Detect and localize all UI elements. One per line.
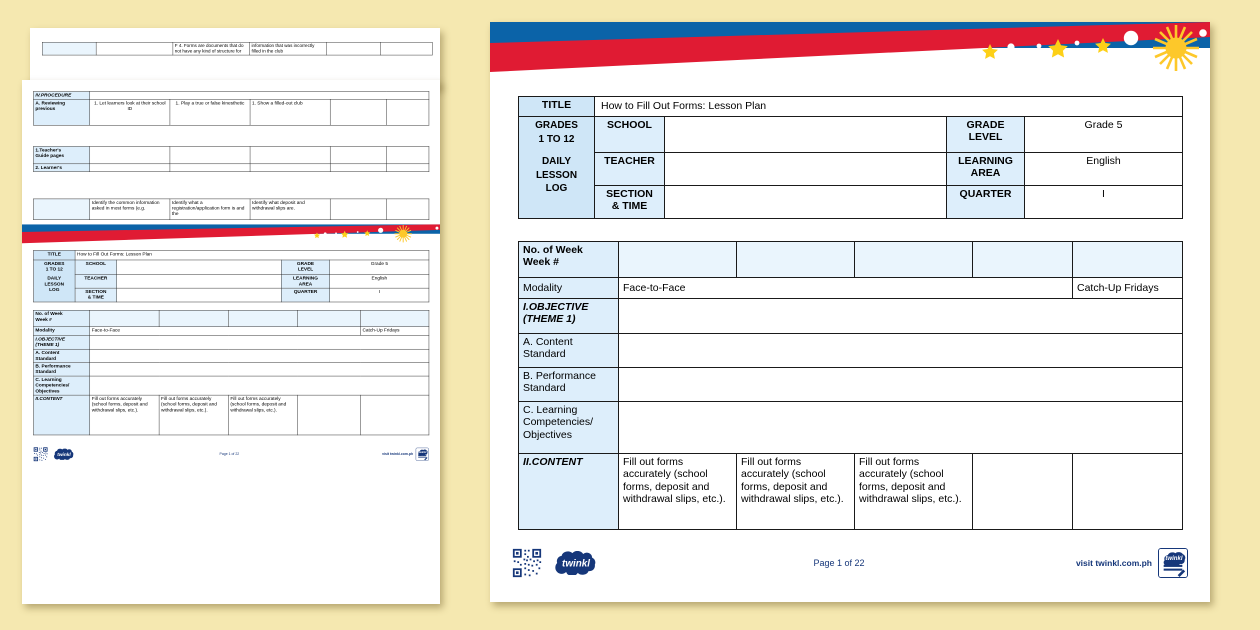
table-row (519, 186, 1183, 219)
label-line: I.OBJECTIVE (523, 301, 589, 313)
cell: 1. Show a filled-out club (250, 99, 330, 125)
cell: information that was incorrectly filled in the club (250, 42, 327, 55)
cell[interactable] (737, 242, 855, 278)
content-label: II.CONTENT (33, 395, 89, 435)
label-line: (THEME 1) (523, 313, 576, 326)
modality-last-value[interactable]: Catch-Up Fridays (361, 327, 429, 336)
visit-link-text[interactable]: visit twinkl.com.ph (1075, 558, 1152, 568)
modality-label: Modality (33, 327, 89, 336)
twinkl-badge-icon[interactable] (416, 448, 429, 461)
daily-lesson-log-label (33, 260, 75, 302)
cell: 1. Let learners look at their school ID (90, 99, 170, 125)
content-standard-label (33, 349, 89, 362)
label-line: LOG (545, 183, 568, 194)
label-line: LESSON (535, 169, 578, 181)
grade-level-label (947, 117, 1025, 153)
cell: Identify what a registration/application form is and the (170, 199, 250, 220)
modality-value[interactable]: Face-to-Face (619, 278, 1073, 299)
cell (96, 42, 173, 55)
table-row (33, 91, 428, 99)
visit-link-text[interactable]: visit twinkl.com.ph (382, 452, 414, 457)
table-row (33, 395, 428, 435)
cell[interactable] (619, 242, 737, 278)
twinkl-logo-icon[interactable] (550, 551, 602, 575)
label-line: LOG (49, 286, 60, 293)
label-line: 1.Teacher's (35, 147, 62, 153)
content-standard-label (519, 334, 619, 368)
label-line: Standard (523, 348, 566, 361)
table-row (33, 327, 428, 336)
cell[interactable]: Fill out forms accurately (school forms, deposit and withdrawal slips, etc.). (619, 454, 737, 530)
twinkl-badge-icon[interactable] (1158, 548, 1188, 578)
section-time-value[interactable] (665, 186, 947, 219)
table-row (519, 334, 1183, 368)
grade-level-value[interactable]: Grade 5 (1025, 117, 1183, 153)
cell: 1. Play a true or false kinesthetic (170, 99, 250, 125)
page-footer (512, 534, 1188, 582)
title-value[interactable]: How to Fill Out Forms: Lesson Plan (595, 97, 1183, 117)
background-page-fragment (30, 28, 440, 88)
cell[interactable]: Fill out forms accurately (school forms, deposit and withdrawal slips, etc.). (159, 395, 228, 435)
cell[interactable] (159, 310, 228, 326)
cell[interactable] (228, 310, 297, 326)
cell (380, 42, 432, 55)
label-line: GRADES (44, 261, 65, 267)
cell (170, 146, 250, 163)
school-value[interactable] (665, 117, 947, 153)
footer-branding (33, 447, 76, 462)
cell[interactable] (973, 242, 1073, 278)
label-line: & TIME (611, 200, 648, 213)
objective-label (519, 299, 619, 334)
title-label: TITLE (33, 250, 75, 260)
school-value[interactable] (117, 260, 282, 275)
quarter-value[interactable]: I (1025, 186, 1183, 219)
cell (170, 164, 250, 172)
label-line: Objectives (35, 388, 60, 394)
cell (387, 99, 429, 125)
cell[interactable] (855, 242, 973, 278)
modality-last-value[interactable]: Catch-Up Fridays (1073, 278, 1183, 299)
table-row (519, 97, 1183, 117)
quarter-label: QUARTER (281, 288, 330, 302)
cell (250, 164, 330, 172)
table-row (33, 363, 428, 376)
page-number: Page 1 of 22 (813, 558, 865, 568)
grade-level-label (281, 260, 330, 275)
identify-table (33, 199, 429, 220)
left-document-page[interactable] (22, 80, 440, 604)
left-header-block (22, 244, 440, 435)
cell[interactable] (973, 454, 1073, 530)
label-line: Competencies/ (35, 382, 70, 388)
lesson-body-table (33, 310, 429, 435)
label-line: LEVEL (297, 266, 314, 272)
footer-branding (512, 548, 602, 578)
label-line: No. of Week (523, 244, 583, 256)
label-line: (THEME 1) (35, 342, 60, 348)
table-row (33, 260, 428, 275)
cell: Identify the common information asked in most forms (e.g. (90, 199, 170, 220)
back-page-top-table (42, 42, 432, 55)
cell[interactable] (90, 335, 429, 349)
label-line: previous (35, 105, 56, 112)
performance-standard-label (519, 368, 619, 402)
label-line: AREA (970, 167, 1001, 180)
label-line: Guide pages (35, 153, 65, 159)
cell (326, 42, 380, 55)
table-row (33, 99, 428, 125)
teacher-value[interactable] (117, 275, 282, 288)
table-row (519, 153, 1183, 186)
cell (90, 146, 170, 163)
cell[interactable]: Fill out forms accurately (school forms, deposit and withdrawal slips, etc.). (90, 395, 159, 435)
cell[interactable] (619, 402, 1183, 454)
label-line: B. Performance (523, 370, 596, 382)
teacher-label: TEACHER (75, 275, 117, 288)
label-line: Standard (523, 382, 566, 395)
cell (330, 99, 386, 125)
quarter-value[interactable]: I (330, 288, 429, 302)
label-line: GRADES (535, 120, 578, 131)
cell: Identify what deposit and withdrawal slips are. (250, 199, 330, 220)
lesson-header-table (33, 250, 429, 302)
learning-competencies-label (33, 376, 89, 395)
learning-area-label (947, 153, 1025, 186)
procedure-heading: IV.PROCEDURE (33, 91, 89, 99)
learning-area-value[interactable]: English (330, 275, 429, 288)
daily-lesson-log-label (519, 117, 595, 219)
page-footer (33, 442, 428, 463)
back-procedure-block (22, 80, 440, 220)
table-row (33, 335, 428, 349)
label-line: Standard (35, 369, 57, 375)
cell[interactable] (1073, 242, 1183, 278)
table-row (519, 117, 1183, 153)
twinkl-wordmark: twinkl (562, 558, 590, 570)
cell[interactable] (619, 368, 1183, 402)
table-row (33, 275, 428, 288)
table-row (519, 368, 1183, 402)
table-row (33, 146, 428, 163)
label-line: LEARNING (293, 275, 318, 281)
learning-area-label (281, 275, 330, 288)
cell[interactable] (90, 376, 429, 395)
table-row (33, 199, 428, 220)
row-label (33, 99, 89, 125)
label-line: Week # (523, 256, 559, 269)
cell[interactable] (1073, 454, 1183, 530)
cell[interactable] (90, 310, 159, 326)
table-row (33, 164, 428, 172)
lesson-header-table (518, 96, 1183, 219)
qr-code-icon[interactable] (33, 447, 48, 462)
twinkl-wordmark: twinkl (57, 452, 71, 458)
page-number: Page 1 of 22 (219, 452, 240, 457)
cell[interactable] (298, 310, 361, 326)
cell (387, 164, 429, 172)
badge-wordmark: twinkl (1165, 556, 1183, 563)
performance-standard-label (33, 363, 89, 376)
label-line: Objectives (523, 428, 573, 441)
objective-label (33, 335, 89, 349)
cell (42, 42, 96, 55)
label-line: C. Learning (523, 404, 578, 416)
table-row (519, 454, 1183, 530)
modality-label: Modality (519, 278, 619, 299)
table-row (519, 402, 1183, 454)
label-line: A. Content (35, 350, 60, 356)
cell[interactable]: Fill out forms accurately (school forms, deposit and withdrawal slips, etc.). (855, 454, 973, 530)
cell[interactable]: Fill out forms accurately (school forms, deposit and withdrawal slips, etc.). (737, 454, 855, 530)
school-label: SCHOOL (595, 117, 665, 153)
content-label: II.CONTENT (519, 454, 619, 530)
quarter-label: QUARTER (947, 186, 1025, 219)
label-line: DAILY (47, 275, 62, 281)
grade-level-value[interactable]: Grade 5 (330, 260, 429, 275)
table-row (33, 250, 428, 260)
main-document-page[interactable] (490, 22, 1210, 602)
table-row (519, 299, 1183, 334)
section-time-label (595, 186, 665, 219)
row-label (33, 146, 89, 163)
modality-value[interactable]: Face-to-Face (90, 327, 361, 336)
section-time-value[interactable] (117, 288, 282, 302)
learning-area-value[interactable]: English (1025, 153, 1183, 186)
teacher-value[interactable] (665, 153, 947, 186)
lesson-body-table (518, 241, 1183, 530)
cell[interactable] (361, 395, 429, 435)
row-label: 2. Learner's (33, 164, 89, 172)
header-block (490, 74, 1210, 530)
procedure-table (33, 91, 429, 125)
banner-graphic (22, 224, 440, 244)
label-line: SECTION (606, 188, 653, 200)
twinkl-logo-icon[interactable] (51, 449, 76, 460)
label-line: 1 TO 12 (45, 266, 63, 272)
label-line: GRADE (966, 119, 1005, 131)
label-line: I.OBJECTIVE (35, 336, 66, 342)
footer-visit[interactable] (382, 448, 429, 461)
label-line: A. Content (523, 336, 573, 348)
label-line: SECTION (85, 289, 107, 295)
title-label: TITLE (519, 97, 595, 117)
label-line: B. Performance (35, 363, 71, 369)
label-line: LEARNING (958, 155, 1013, 167)
cell: F 4. Forms are documents that do not have any kind of structure for (173, 42, 250, 55)
table-row (33, 288, 428, 302)
title-value: How to Fill Out Forms: Lesson Plan (75, 250, 429, 260)
cell[interactable] (90, 349, 429, 362)
footer-visit[interactable] (1076, 548, 1188, 578)
banner-graphic (490, 22, 1210, 74)
table-row (33, 349, 428, 362)
week-label (33, 310, 89, 326)
cell (250, 146, 330, 163)
guide-pages-table (33, 146, 429, 172)
cell[interactable] (90, 363, 429, 376)
label-line: No. of Week (35, 311, 63, 317)
label-line: & TIME (87, 294, 104, 300)
cell (90, 91, 429, 99)
cell (33, 199, 89, 220)
cell[interactable] (298, 395, 361, 435)
cell (90, 164, 170, 172)
label-line: LEVEL (968, 131, 1003, 144)
school-label: SCHOOL (75, 260, 117, 275)
label-line: DAILY (541, 156, 572, 167)
label-line: 1 TO 12 (538, 133, 575, 145)
cell (387, 146, 429, 163)
label-line: C. Learning (35, 377, 62, 383)
philippine-flag-banner (22, 224, 440, 244)
table-row (519, 278, 1183, 299)
table-row (33, 376, 428, 395)
cell[interactable]: Fill out forms accurately (school forms, deposit and withdrawal slips, etc.). (228, 395, 297, 435)
week-label (519, 242, 619, 278)
teacher-label: TEACHER (595, 153, 665, 186)
table-row (42, 42, 432, 55)
cell[interactable] (619, 299, 1183, 334)
label-line: GRADE (296, 261, 315, 267)
philippine-flag-banner (490, 22, 1210, 74)
learning-competencies-label (519, 402, 619, 454)
label-line: Standard (35, 355, 57, 362)
cell (330, 199, 386, 220)
label-line: A. Reviewing (35, 100, 66, 106)
table-row (519, 242, 1183, 278)
cell[interactable] (361, 310, 429, 326)
banner-corner-dot (1199, 29, 1207, 37)
label-line: LESSON (44, 281, 65, 287)
qr-code-icon[interactable] (512, 548, 542, 578)
table-row (33, 310, 428, 326)
label-line: Competencies/ (523, 416, 594, 429)
label-line: AREA (298, 281, 313, 287)
cell (330, 164, 386, 172)
section-time-label (75, 288, 117, 302)
cell (387, 199, 429, 220)
cell[interactable] (619, 334, 1183, 368)
badge-wordmark: twinkl (418, 450, 427, 454)
cell (330, 146, 386, 163)
banner-corner-dot (435, 227, 438, 230)
label-line: Week # (35, 316, 52, 323)
